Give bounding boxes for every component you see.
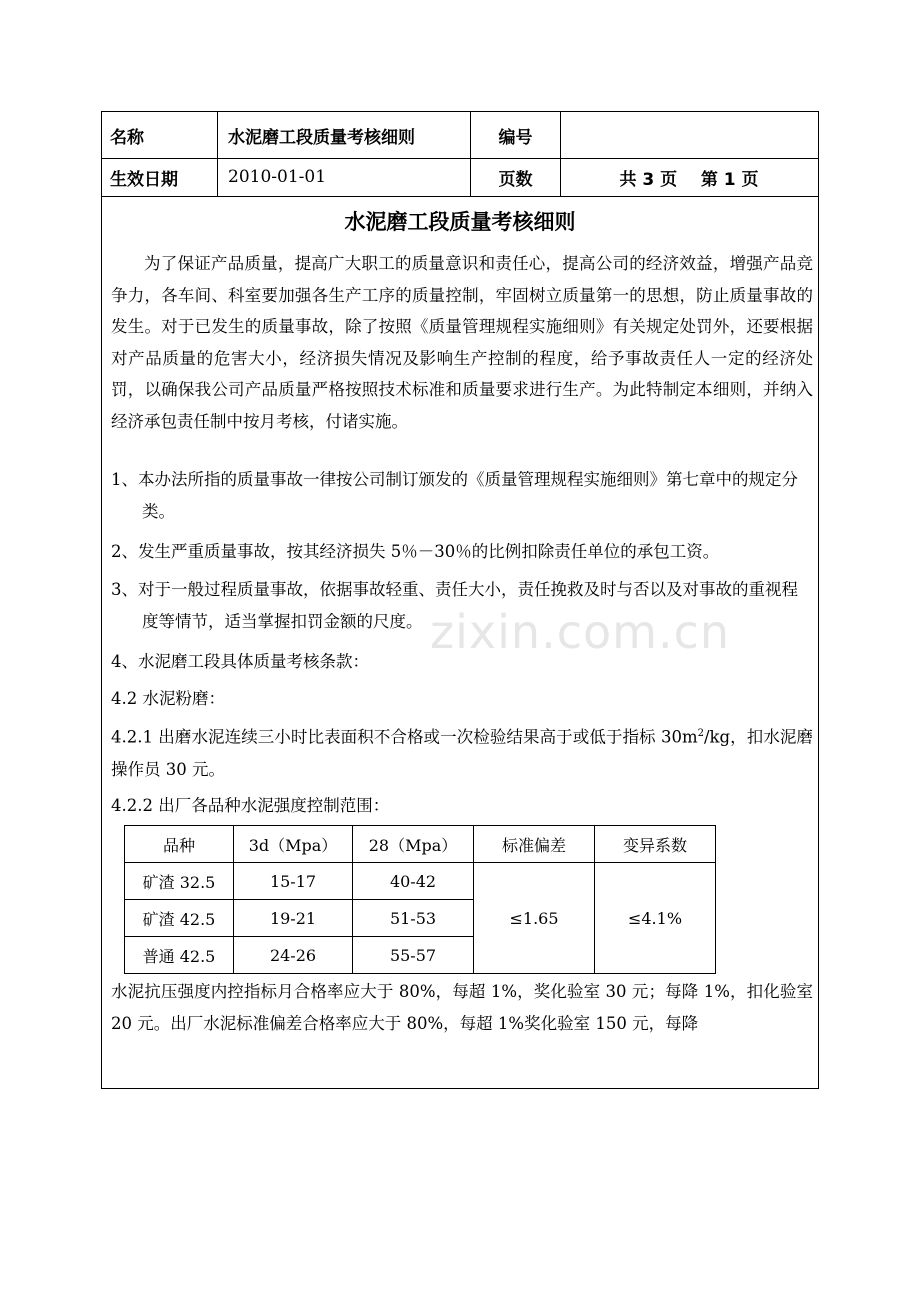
section-4-2-1: 4.2.1 出磨水泥连续三小时比表面积不合格或一次检验结果高于或低于指标 $30m^2/kg$，扣水泥磨操作员 30 元。 — [111, 727, 813, 779]
table-cell: 矿渣 42.5 — [125, 900, 234, 937]
name-label: 名称 — [102, 112, 218, 158]
pages-label: 页数 — [471, 158, 561, 196]
document-frame — [101, 111, 819, 1089]
date-value: 2010-01-01 — [218, 158, 471, 196]
table-header-cell: 变异系数 — [595, 826, 716, 863]
clause-2: 2、发生严重质量事故，按其经济损失 5％－30％的比例扣除责任单位的承包工资。 — [111, 542, 720, 561]
table-cell: 15-17 — [234, 863, 353, 900]
closing-paragraph: 水泥抗压强度内控指标月合格率应大于 80%，每超 1%，奖化验室 30 元；每降 1%，扣化验室 20 元。出厂水泥标准偏差合格率应大于 80%，每超 1%奖化验室 150 元，每降 — [111, 982, 813, 1033]
table-cell: 普通 42.5 — [125, 937, 234, 974]
header-row-1 — [102, 112, 818, 159]
strength-control-table — [124, 825, 716, 974]
clause-4: 4、水泥磨工段具体质量考核条款： — [111, 652, 369, 671]
table-header-cell: 品种 — [125, 826, 234, 863]
clause-3: 3、对于一般过程质量事故，依据事故轻重、责任大小，责任挽救及时与否以及对事故的重视程度等情节，适当掌握扣罚金额的尺度。 — [111, 580, 798, 631]
document-title: 水泥磨工段质量考核细则 — [344, 210, 576, 234]
table-cell: 矿渣 32.5 — [125, 863, 234, 900]
intro-paragraph: 为了保证产品质量，提高广大职工的质量意识和责任心，提高公司的经济效益，增强产品竞争力，各车间、科室要加强各生产工序的质量控制，牢固树立质量第一的思想，防止质量事故的发生。对于已发生的质量事故，除了按照《质量管理规程实施细则》有关规定处罚外，还要根据对产品质量的危害大小，经济损失情况及影响生产控制的程度，给予事故责任人一定的经济处罚，以确保我公司产品质量严格按照技术标准和质量要求进行生产。为此特制定本细则，并纳入经济承包责任制中按月考核，付诸实施。 — [111, 254, 813, 431]
table-header-cell: 标准偏差 — [474, 826, 595, 863]
table-cell: 51-53 — [353, 900, 474, 937]
std-dev-cell: ≤1.65 — [474, 863, 595, 974]
code-value — [560, 112, 818, 158]
header-row-2 — [102, 158, 818, 197]
table-cell: 24-26 — [234, 937, 353, 974]
code-label: 编号 — [471, 112, 561, 158]
table-cell: 19-21 — [234, 900, 353, 937]
cv-cell: ≤4.1% — [595, 863, 716, 974]
name-value: 水泥磨工段质量考核细则 — [218, 112, 471, 158]
table-row — [125, 863, 716, 900]
table-header-row — [125, 826, 716, 863]
clause-1: 1、本办法所指的质量事故一律按公司制订颁发的《质量管理规程实施细则》第七章中的规定分类。 — [111, 470, 798, 521]
section-4-2: 4.2 水泥粉磨： — [111, 689, 225, 708]
watermark: zixin.com.cn — [430, 605, 731, 659]
date-label: 生效日期 — [102, 158, 218, 196]
table-header-cell: 28（Mpa） — [353, 826, 474, 863]
table-cell: 40-42 — [353, 863, 474, 900]
pages-value: 共 3 页 第 1 页 — [619, 169, 759, 190]
table-header-cell: 3d（Mpa） — [234, 826, 353, 863]
table-cell: 55-57 — [353, 937, 474, 974]
section-4-2-2: 4.2.2 出厂各品种水泥强度控制范围： — [111, 796, 390, 815]
